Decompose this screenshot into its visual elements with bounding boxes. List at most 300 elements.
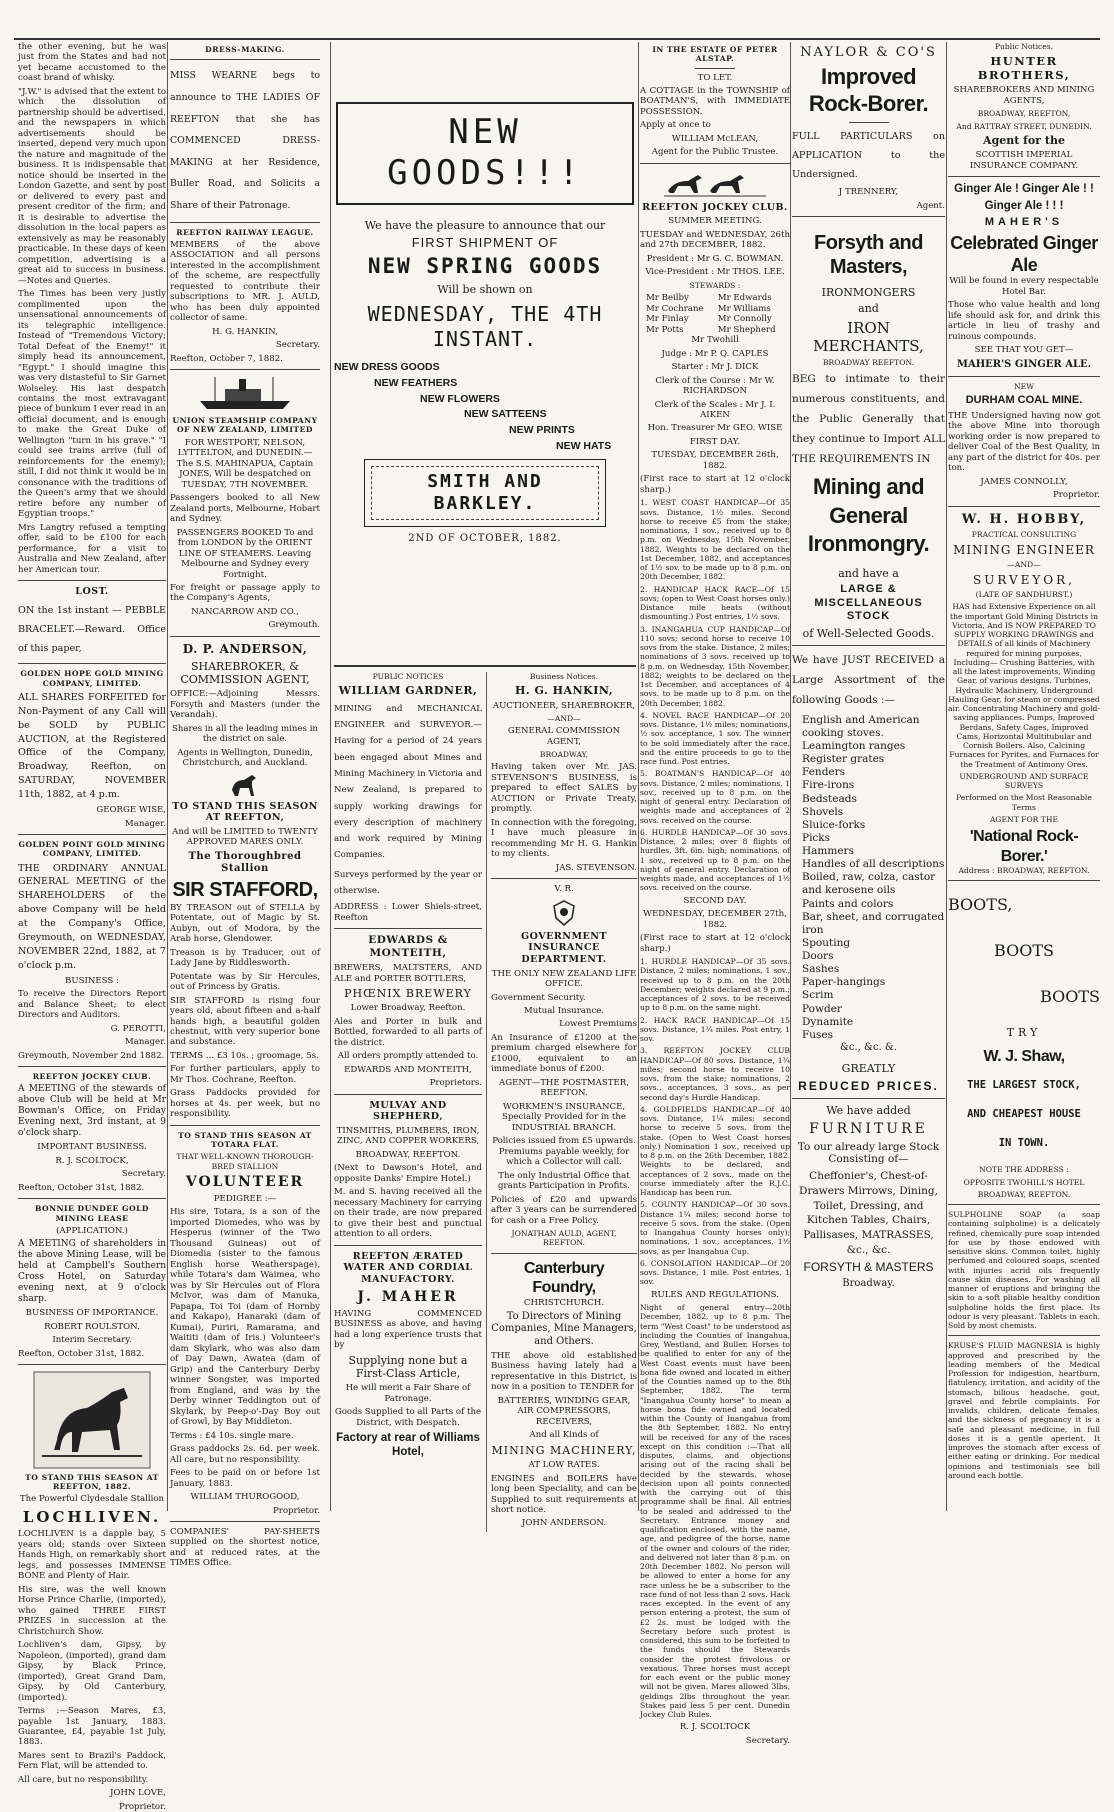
signature: WILLIAM McLEAN,: [671, 133, 759, 144]
ad-text: His sire, was the well known Horse Prince Charlie, (imported), who gained THREE FIRST PRIZES in succession at the Christchurch Show.: [18, 1584, 166, 1637]
ad-text: UNDERGROUND AND SURFACE SURVEYS: [959, 771, 1089, 791]
ad-title: Improved Rock-Borer.: [808, 63, 929, 116]
signature-title: Agent for the Public Trustee.: [651, 147, 779, 158]
ad-heading: Canterbury Foundry,: [523, 1259, 605, 1297]
list-item: Bedsteads: [802, 792, 857, 805]
ad-text: ADDRESS : Lower Shiels-street, Reefton: [334, 902, 482, 923]
ad-text: V. R.: [554, 884, 574, 895]
section-heading: Business Notices.: [529, 671, 599, 681]
ad-text: Performed on the Most Reasonable Terms: [956, 793, 1092, 812]
list-item: English and American cooking stoves.: [802, 713, 920, 739]
ad-title: W. J. Shaw,: [983, 1048, 1065, 1066]
divider: [695, 68, 735, 69]
race-entry: 1. HURDLE HANDICAP—Of 35 sovs. Distance, 2 miles; nominations, 1 sov., received up to 8 p.m. on the 20th December; weights declared at 9 p.m.; acceptances of 2 sovs. to be received up to 8 p.m. on the same night.: [640, 957, 790, 1013]
list-item: Sashes: [802, 963, 840, 976]
race-entry: 2. HACK RACE HANDICAP—Of 15 sovs. Distance, 1¼ miles. Post entry, 1 sov.: [640, 1015, 790, 1044]
ad-text: All care, but no responsibility.: [18, 1774, 149, 1785]
list-item: Bar, sheet, and corrugated iron: [802, 910, 945, 936]
boots-line: BOOTS: [994, 940, 1054, 960]
ad-subheading: TO LET.: [697, 72, 733, 83]
list-item: Fenders: [802, 766, 846, 779]
ad-text: We have JUST RECEIVED a Large Assortment of the following Goods :—: [792, 653, 945, 706]
divider: [849, 122, 889, 123]
divider: [170, 369, 320, 370]
ad-text: Hon. Treasurer Mr GEO. WISE: [647, 423, 783, 434]
ad-text: FULL PARTICULARS on APPLICATION to the Undersigned.: [792, 130, 945, 180]
ad-heading: TO STAND THIS SEASON AT REEFTON, 1882.: [25, 1472, 159, 1492]
race-entry: 4. GOLDFIELDS HANDICAP—Of 40 sovs. Distance, 1¼ miles; second horse to receive 5 sovs. from the stake. (Open to West Coast horses only.) Nomination 1 sov., received up to 8 p.m. on the 26th December, 1882. Weights to be declared, and acceptances of 2 sovs., made on the course immediately after the R.J.C. Handicap has been run.: [640, 1104, 790, 1198]
ad-text: Judge : Mr P. Q. CAPLES: [661, 348, 769, 359]
ad-text: To Directors of Mining Companies, Mine Managers, and Others.: [491, 1311, 637, 1347]
boots-line: BOOTS: [1040, 986, 1100, 1006]
divider: [170, 1125, 320, 1126]
signature: J TRENNERY,: [838, 187, 899, 198]
list-item: Mr Potts: [646, 324, 684, 335]
ad-text: and: [858, 302, 879, 316]
ad-subheading: SUMMER MEETING.: [668, 216, 762, 227]
ad-text: Agents in Wellington, Dunedin, Christchurch, and Auckland.: [177, 747, 313, 769]
wednesday-heading: WEDNESDAY, THE 4TH INSTANT.: [367, 302, 603, 351]
ad-text: ON the 1st instant — PEBBLE BRACELET.—Reward. Office of this paper,: [18, 604, 166, 655]
ad-text: PRACTICAL CONSULTING: [971, 530, 1077, 540]
divider: [948, 1335, 1100, 1336]
ad-text: REDUCED PRICES.: [798, 1078, 939, 1093]
ad-text: To receive the Directors Report and Balance Sheet; to elect Directors and Auditors.: [18, 989, 166, 1021]
top-rule: [14, 38, 1100, 40]
list-item: Leamington ranges: [802, 740, 906, 753]
ad-text: Grass Paddocks provided for horses at 4s. per week, but no responsibility.: [170, 1088, 320, 1120]
stewards-left: [646, 293, 712, 335]
section-heading: PUBLIC NOTICES: [372, 671, 444, 681]
horse-woodcut-icon: [32, 1370, 152, 1470]
column-6: [948, 42, 1100, 1511]
date-line: Reefton, October 31st, 1882.: [18, 1348, 145, 1359]
column-2: [170, 42, 320, 1569]
ad-text: THE ONLY NEW ZEALAND LIFE OFFICE.: [491, 968, 637, 990]
ad-text: Passengers booked to all New Zealand ports, Melbourne, Hobart and Sydney.: [170, 493, 320, 525]
divider: [334, 1245, 482, 1246]
list-item: Mr Shepherd: [717, 324, 776, 335]
race-entry: 4. NOVEL RACE HANDICAP—Of 20 sovs. Distance, 1½ miles; nominations, ½ sov. acceptance, 1 sov. The winner to be sold immediately after the race, and the entire proceeds to go to the race fund. Post entries.: [640, 710, 790, 767]
divider: [18, 834, 166, 835]
ad-heading: TO STAND THIS SEASON AT REEFTON,: [172, 800, 318, 824]
ad-heading: D. P. ANDERSON,: [182, 641, 308, 656]
ad-text: HAVING COMMENCED BUSINESS as above, and having had a long experience trusts that by: [334, 1308, 482, 1351]
racehorses-icon: [660, 169, 770, 199]
ad-text: Agent for the: [983, 133, 1065, 147]
signature-title: Greymouth.: [268, 620, 320, 631]
divider: [792, 645, 945, 646]
ad-heading: REEFTON RAILWAY LEAGUE.: [176, 227, 314, 237]
stallion-name: LOCHLIVEN.: [22, 1507, 162, 1526]
ad-text: SIR STAFFORD is rising four years old, about fifteen and a-half hands high, a beautiful golden chestnut, with very superior bone and substance.: [170, 995, 320, 1048]
rules-text: Night of general entry—20th December, 1882, up to 8 p.m. The term "West Coast" to be understood as including the Counties of Inangahua, Grey, Westland, and Buller. Horses to be qualified to enter for any of the West Coast events must have been bona fide owned and located in either of the Counties named up to the 8th September, 1882. The term "Inangahua County horse" to mean a horse bona fide owned and located within the County of Inangahua from the 8th September, 1882. No entry will be received for any of the races except on this condition :—That all disputes, claims, and objections arising out of the racing shall be decided by the stewards, whose decision upon all points connected with the carrying out of this programme shall be final. All entries to be sealed and addressed to the Secretary. Entrance money and qualification enclosed, with the name, age, and pedigree of the horse, name of the owner and colours of the rider, and delivered not later than 8 p.m. on 20th December 1882. No person will be allowed to enter a horse for any race unless he be a subscriber to the race fund of not less than 2 sovs. Hack races excepted. In the event of any person entering a protest, the sum of £2 2s. must be lodged with the Secretary before such protest is considered, this sum to be forfeited to the funds should the Stewards consider the protest frivolous or vexatious. Three horses must accept for each event or the public money will not be given. Mares allowed 3lbs, geldings 2lbs throughout the year. Stakes paid less 5 per cent. Dunedin Jockey Club Rules.: [640, 1303, 790, 1720]
list-item: Mr Beilby: [646, 293, 689, 304]
ad-heading: DURHAM COAL MINE.: [965, 394, 1083, 407]
divider: [334, 665, 636, 667]
stewards-right: [718, 293, 784, 335]
ad-text: To our already large Stock Consisting of—: [797, 1140, 940, 1166]
ad-text: He will merit a Fair Share of Patronage.: [345, 1383, 471, 1404]
divider: [170, 1521, 320, 1522]
ad-text: Policies issued from £5 upwards. Premiums payable weekly, for which a Collector will call.: [492, 1136, 636, 1168]
signature: NANCARROW AND CO.,: [191, 606, 299, 617]
ad-text: Terms :—Season Mares, £3, payable 1st January, 1883. Guarantee, £4, payable 1st July, 1883.: [18, 1706, 166, 1748]
divider: [948, 880, 1100, 881]
divider: [948, 376, 1100, 377]
race-entry: 3. REEFTON JOCKEY CLUB HANDICAP—Of 80 sovs. Distance, 1¾ miles; second horse to receive 10 sovs. from the stake; nominations, 2 sovs., acceptances, 3 sovs., as per second day's Hurdle Handicap.: [640, 1046, 790, 1102]
ad-title: Forsyth and Masters,: [814, 232, 923, 279]
ad-text: BROADWAY,: [539, 750, 589, 760]
ad-title: 'National Rock-Borer.': [969, 828, 1079, 865]
section-heading: FIRST DAY.: [689, 436, 741, 447]
signature: GEORGE WISE,: [96, 805, 166, 816]
section-heading: SECOND DAY.: [683, 895, 747, 906]
article-text: "J.W." is advised that the extent to which the dissolution of partnership should be advertised, and the newspapers in which advertisements should be inserted, depend very much upon the nature and magnitude of the business. It is indispensable that notice should be inserted in the London Gazette, and sent by post or delivered to every past and present creditor of the firm; and it is desirable to advertise the dissolution in the local papers as extensively as may be reasonably practicable. In these days of keen competition, advertising is a great aid to success in business. —Notes and Queries.: [18, 86, 166, 286]
ad-text: —AND—: [547, 714, 581, 724]
ad-text: AND CHEAPEST HOUSE: [967, 1107, 1081, 1120]
list-item: NEW FLOWERS: [420, 392, 500, 405]
ad-text: An Insurance of £1200 at the premium charged elsewhere for £1000, equivalent to an immediate bonus of £200.: [491, 1032, 637, 1075]
ad-text: GREATLY: [841, 1062, 896, 1076]
divider: [792, 216, 945, 217]
signature: JOHN LOVE,: [109, 1788, 166, 1799]
ad-text: AT LOW RATES.: [528, 1460, 600, 1471]
sub-column-left: [334, 672, 482, 1462]
divider: [948, 1204, 1100, 1205]
ad-text: THE LARGEST STOCK,: [967, 1078, 1081, 1091]
list-item: Scrim: [802, 989, 834, 1002]
ad-text: BROADWAY REEFTON.: [822, 358, 915, 368]
date-line: WEDNESDAY, DECEMBER 27th, 1882.: [643, 909, 787, 930]
goods-list: [792, 714, 945, 1042]
ad-text: MINING MACHINERY,: [491, 1443, 637, 1457]
signature: R. J. SCOLTOCK,: [55, 1155, 129, 1166]
column-1: [18, 42, 166, 1812]
ad-heading: GOVERNMENT INSURANCE DEPARTMENT.: [521, 930, 607, 965]
ad-text: PASSENGERS BOOKED To and from LONDON by the ORIENT LINE OF STEAMERS. Leaving Melbourne and Sydney every Fortnight.: [176, 527, 314, 580]
ad-text: Ales and Porter in bulk and Bottled, forwarded to all parts of the district.: [334, 1016, 482, 1048]
ad-text: MAHER'S: [984, 216, 1064, 229]
list-item: Sluice-forks: [802, 818, 866, 831]
list-item: Handles of all descriptions: [802, 858, 945, 871]
smith-barkley-box: [364, 459, 606, 527]
article-text: The Times has been very justly complimented upon the unsensational announcements of its telegraphic intelligence. Instead of "Tremendous Victory; Total Defeat of the Enemy!" it simply head its announcement, "Egypt." I should imagine this was very distasteful to Sir Garnet Wolseley. His last despatch contains the most extravagant piece of bunkum I ever read in an official document, and is enough to make the Great Duke of Wellington "turn in his grave." "I could see trains arrive (full of reinforcements for the enemy); still, I did not think it would be in consonance with the traditions of the Queen's army that we should retire before any number of Egyptian troops.": [18, 289, 166, 520]
new-goods-banner: [336, 102, 634, 205]
divider: [18, 663, 166, 664]
list-item: Mr Williams: [717, 303, 771, 314]
ad-text: FOR WESTPORT, NELSON, LYTTELTON, and DUNEDIN.— The S.S. MAHINAPUA, Captain JONES, Will be despatched on TUESDAY, 7TH NOVEMBER.: [176, 437, 314, 490]
ad-text: SHAREBROKERS AND MINING AGENTS,: [953, 85, 1095, 106]
list-item: NEW SATTEENS: [464, 408, 547, 421]
ad-text: and have a: [838, 566, 899, 580]
ad-text: We have added: [826, 1104, 911, 1118]
divider: [170, 636, 320, 637]
list-item: Mr Twohill: [691, 335, 739, 346]
ad-text: WORKMEN'S INSURANCE, Specially Provided for in the INDUSTRIAL BRANCH.: [501, 1101, 626, 1133]
signature-title: Broadway.: [842, 1277, 895, 1289]
ad-text: AUCTIONEER, SHAREBROKER,: [492, 700, 636, 711]
ad-subheading: SHAREBROKER, & COMMISSION AGENT,: [180, 659, 310, 686]
ad-text: Starter : Mr J. DICK: [671, 362, 759, 373]
ad-text: Mares sent to Brazil's Paddock, Fern Flat, will be attended to.: [18, 1750, 166, 1772]
ad-text: Apply at once to: [640, 120, 711, 131]
ad-text: A COTTAGE in the TOWNSHIP of BOATMAN'S, with IMMEDIATE POSSESSION.: [640, 85, 790, 117]
ad-text: SURVEYOR,: [973, 572, 1075, 587]
ad-text: Those who value health and long life should ask for, and drink this article in lieu of trashy and ruinous compounds.: [948, 300, 1100, 342]
ad-text: Surveys performed by the year or otherwise.: [334, 869, 482, 897]
race-entry: 3. INANGAHUA CUP HANDICAP—Of 110 sovs; second horse to receive 10 sovs from the stake. Distance, 2 miles; nominations of 3 sovs. received up to 8 p.m. on Wednesday, 15th November, 1882; weights to be declared on the 1st December, and acceptances of 4 sovs. to be made up to 8 p.m. on the 20th December, 1882.: [640, 624, 790, 708]
ad-text: TUESDAY and WEDNESDAY, 26th and 27th DECEMBER, 1882.: [640, 229, 790, 251]
ad-heading: LOST.: [75, 586, 109, 598]
ad-text: For further particulars, apply to Mr Thos. Cochrane, Reefton.: [170, 1064, 320, 1085]
ad-text: Will be shown on: [437, 282, 533, 296]
ad-text: And all Kinds of: [529, 1430, 599, 1441]
ad-heading: EDWARDS & MONTEITH,: [368, 934, 448, 960]
ad-text: THE Undersigned having now got the above Mine into thorough working order is now prepared to deliver Coal of the Best Quality, in any part of the district for 40s. per ton.: [948, 410, 1100, 474]
signature-title: Manager.: [124, 818, 166, 829]
stewards-list: [640, 293, 790, 335]
list-item: Powder: [802, 1002, 842, 1015]
ad-subheading: THAT WELL-KNOWN THOROUGH-BRED STALLION: [176, 1152, 314, 1171]
ad-heading: REEFTON ÆRATED WATER AND CORDIAL MANUFACTORY.: [343, 1250, 473, 1285]
ad-subheading: The Thoroughbred Stallion: [188, 850, 302, 875]
ad-text: BREWERS, MALTSTERS, AND ALE and PORTER BOTTLERS,: [334, 963, 482, 984]
ad-heading: W. H. HOBBY,: [961, 511, 1087, 527]
ad-text: Fees to be paid on or before 1st January, 1883.: [170, 1468, 320, 1489]
ad-text: For freight or passage apply to the Company's Agents,: [170, 583, 320, 604]
signature-title: Secretary.: [121, 1169, 166, 1180]
ad-subheading: The Powerful Clydesdale Stallion: [19, 1494, 165, 1505]
ad-text: HAS had Extensive Experience on all the important Gold Mining Districts in Victoria, And IS NOW PREPARED TO SUPPLY WORKING DRAWINGS and DETAILS of all kinds of Machinery required for mining purposes, Including— Crushing Batteries, with all the latest improvements, Winding Gear, of various designs. Turbines, Hydraulic Machinery, Underground Hauling Gear, for steam or compressed air. Concentrating Machinery and gold-saving appliances. Pumps, Improved Berdans, Safety Cages, Improved Cams, Horizontal Multitubular and Cornish Boilers. Also, Calcining Furnaces for Pyrites, and Furnaces for the Treatment of Antimony Ores.: [948, 602, 1100, 769]
ad-text: And will be LIMITED to TWENTY APPROVED MARES ONLY.: [172, 826, 318, 848]
list-item: Mr Edwards: [717, 293, 772, 304]
ad-text: Will be found in every respectable Hotel Bar.: [949, 276, 1099, 297]
ad-text: IRON MERCHANTS,: [813, 318, 924, 355]
ad-text: A MEETING of shareholders in the above Mining Lease, will be held at Campbell's Southern Cross Hotel, on Saturday evening next, at 9 o'clock sharp.: [18, 1239, 166, 1305]
ad-text: We have the pleasure to announce that our: [364, 218, 606, 232]
signature-title: Interim Secretary.: [52, 1335, 132, 1346]
list-item: Spouting: [802, 936, 851, 949]
column-rule: [330, 42, 331, 1511]
ad-text: (Next to Dawson's Hotel, and opposite Danks' Empire Hotel.): [334, 1163, 482, 1184]
ad-text: TERMS ... £3 10s. ; groomage, 5s.: [170, 1050, 319, 1061]
steamship-icon: [195, 375, 295, 413]
signature: G. PEROTTI,: [110, 1023, 166, 1034]
signature-title: Proprietor.: [118, 1801, 166, 1812]
ad-text: THE above old established Business having lately had a representative in this District, is now in a position to TENDER for: [491, 1350, 637, 1393]
list-item: Mr Connolly: [717, 314, 772, 325]
ad-title: Mining and General Ironmongry.: [807, 474, 930, 557]
ad-text: OFFICE:—Adjoining Messrs. Forsyth and Masters (under the Verandah).: [170, 689, 320, 721]
ad-heading: GOLDEN POINT GOLD MINING COMPANY, LIMITED.: [18, 840, 166, 859]
ad-text: SEE THAT YOU GET—: [974, 345, 1074, 356]
crest-icon: [544, 898, 584, 928]
ad-text: His sire, Totara, is a son of the imported Diomedes, who was by Hesperus (winner of the Two Thousand Guineas) out of Diomedia (sister to the famous English horse Weatherspage), while Totara's dam Waimea, who was by Sir Hercules out of Flora McIvor, was dam of Manuka, Papapa, Toi Toi (dam of Hornby and Kakapo), Hanaraki (dam of Kumai), Puriri, Ramarama, and Waititi (dam of Iris.) Volunteer's dam Skylark, who was also dam of Day Dawn, Awatea (dam of Grip) and the Canterbury Derby winner Songster, was imported from England, and was by the Derby winner Teddington out of Skylark, by Peep-o'-Day Boy out of Growl, by Bay Middleton.: [170, 1207, 320, 1428]
ad-text: President : Mr G. C. BOWMAN.: [646, 253, 784, 264]
article-text: Mrs Langtry refused a tempting offer, said to be £100 for each performance, for a visit to Australia and New Zealand, after her American tour.: [18, 522, 166, 575]
list-item: Fuses: [802, 1028, 834, 1041]
list-item: Hammers: [802, 845, 854, 858]
ad-text: of Well-Selected Goods.: [802, 626, 935, 640]
ad-text: CHRISTCHURCH.: [523, 1297, 605, 1308]
label: IMPORTANT BUSINESS.: [37, 1142, 147, 1153]
ad-heading: TO STAND THIS SEASON AT TOTARA FLAT.: [178, 1130, 312, 1150]
ad-text: ENGINES and BOILERS have long been Speciality, and can be Supplied to suit requirements at short notice.: [491, 1473, 637, 1515]
ad-text: TRY: [1006, 1026, 1042, 1040]
sub-column-right: [486, 672, 637, 1532]
column-rule: [946, 42, 947, 1511]
ad-text: BROADWAY, REEFTON.: [977, 1189, 1071, 1199]
signature: JONATHAN AULD, AGENT, REEFTON.: [511, 1229, 617, 1248]
ad-text: Factory at rear of Williams Hotel,: [336, 1432, 480, 1459]
list-item: Picks: [802, 831, 831, 844]
column-rule: [790, 42, 791, 1511]
ad-heading: REEFTON JOCKEY CLUB.: [32, 1072, 152, 1082]
signature-title: Agent.: [916, 200, 945, 211]
ad-text: FURNITURE: [809, 1120, 928, 1137]
ad-title: Celebrated Ginger Ale: [950, 232, 1098, 275]
divider: [334, 1094, 482, 1095]
divider: [948, 176, 1100, 177]
ad-text: BEG to intimate to their numerous constituents, and the Public Generally that they continue to Import ALL THE REQUIREMENTS IN: [792, 373, 945, 466]
new-goods-title: NEW GOODS!!!: [387, 112, 583, 194]
ad-text: GENERAL COMMISSION AGENT,: [507, 726, 621, 747]
divider: [491, 1253, 637, 1254]
ad-text: BROADWAY, REEFTON,: [977, 109, 1071, 119]
section-heading: RULES AND REGULATIONS.: [651, 1289, 779, 1300]
ad-text: MISS WEARNE begs to announce to THE LADIES OF REEFTON that she has COMMENCED DRESS-MAKING at her Residence, Buller Road, and Solicits a Share of their Patronage.: [170, 70, 320, 211]
column-4: [640, 42, 790, 1746]
signature: FORSYTH & MASTERS: [803, 1260, 934, 1275]
ad-heading: MULVAY AND SHEPHERD,: [369, 1099, 447, 1123]
ad-text: M. and S. having received all the necessary Machinery for carrying on their trade, are now prepared to give their best and punctual attention to all orders.: [334, 1187, 482, 1240]
list-item: NEW HATS: [556, 439, 612, 452]
list-item: Paper-hangings: [802, 976, 886, 989]
ad-text: —AND—: [1007, 560, 1041, 570]
list-item: Paints and colors: [802, 897, 894, 910]
ad-text: Clerk of the Course : Mr W. RICHARDSON: [655, 375, 775, 397]
ad-text: All orders promptly attended to.: [337, 1051, 479, 1062]
race-entry: 6. HURDLE HANDICAP—Of 30 sovs. Distance, 2 miles; over 8 flights of hurdles, 3ft. 6in. high; nominations, of 1 sov., received up to 8 p.m. on the night of general entry. Declaration of weights made, and acceptances of 1½ sovs. received on the course.: [640, 827, 790, 893]
ad-text: BATTERIES, WINDING GEAR, AIR COMPRESSORS, RECEIVERS,: [497, 1395, 631, 1427]
signature-title: Secretary.: [745, 1735, 790, 1746]
ad-text: AGENT—THE POSTMASTER, REEFTON.: [499, 1077, 629, 1099]
ad-text: Ginger Ale ! ! !: [984, 200, 1064, 213]
list-item: Dynamite: [802, 1015, 854, 1028]
list-item: NEW DRESS GOODS: [334, 361, 440, 373]
section-heading: Public Notices.: [994, 42, 1054, 51]
ad-text: Lower Broadway, Reefton.: [350, 1003, 466, 1014]
column-3: [334, 42, 637, 1529]
ad-text: IN TOWN.: [998, 1136, 1050, 1149]
ad-text: Government Security.: [491, 992, 586, 1003]
ad-text: SULPHOLINE SOAP (a soap containing sulpholine) is a delicately refined, chemically pure soap intended for use by those endowed with sensitive skins. Common toilet, highly perfumed and coloured soaps, scented with injuries acrid oils frequently cause skin diseases. For washing all manner of eruptions and bringing the skin to a soft pliable healthy condition sulpholine holds the first place. Its odour is very pleasant. Tablets in each. Sold by most chemists.: [948, 1210, 1100, 1331]
ad-heading: BONNIE DUNDEE GOLD MINING LEASE: [34, 1204, 150, 1223]
ad-heading: H. G. HANKIN,: [514, 684, 614, 698]
ad-text: FIRST SHIPMENT OF: [411, 235, 559, 251]
race-entry: 5. BOATMAN'S HANDICAP—Of 40 sovs. Distance, 2 miles; nominations, 1 sov., received up to 8 p.m. on the night of general entry. Declaration of weights made and acceptances of 2 sovs. received on the course.: [640, 769, 790, 825]
divider: [491, 878, 637, 879]
ad-text: TINSMITHS, PLUMBERS, IRON, ZINC, AND COPPER WORKERS,: [336, 1125, 480, 1147]
date-line: Reefton, October 31st, 1882.: [18, 1182, 145, 1193]
ad-text: LARGE & MISCELLANEOUS STOCK: [814, 583, 923, 623]
ad-text: The only Industrial Office that grants Participation in Profits.: [498, 1170, 630, 1192]
ad-text: Vice-President : Mr THOS. LEE.: [645, 267, 785, 278]
signature-title: Proprietors.: [429, 1078, 482, 1089]
signature-title: Proprietor.: [1052, 490, 1100, 501]
ad-text: Address : BROADWAY, REEFTON.: [958, 866, 1090, 876]
brewery-name: PHŒNIX BREWERY: [344, 987, 472, 1000]
list-item: Fire-irons: [802, 779, 855, 792]
ad-name: J. MAHER: [357, 1288, 459, 1305]
ad-text: KRUSE'S FLUID MAGNESIA is highly approved and prescribed by the leading members of the Medical Profession for indigestion, heartburn, flatulency, irritation, and acidity of the stomach, bilious headache, gout, gravel and febrile complaints. For invalids, children, delicate females, and the sickness of pregnancy it is a safe and pleasant medicine, in full doses it is a gentle aperient. It improves the stomach after excess of either eating or drinking. For medical opinions and testimonials see bill around each bottle.: [948, 1341, 1100, 1480]
ad-text: Terms : £4 10s. single mare.: [170, 1430, 294, 1441]
ad-text: And RATTRAY STREET, DUNEDIN.: [956, 121, 1092, 131]
boots-line: BOOTS,: [948, 895, 1013, 915]
ad-text: Grass paddocks 2s. 6d. per week. All care, but no responsibility.: [170, 1444, 320, 1465]
divider: [18, 1198, 166, 1199]
ad-text: MINING ENGINEER: [953, 542, 1095, 557]
ad-heading: NAYLOR & CO'S: [800, 45, 937, 60]
divider: [18, 1066, 166, 1067]
ad-heading: REEFTON JOCKEY CLUB.: [642, 201, 788, 213]
ad-text: ALL SHARES FORFEITED for Non-Payment of any Call will be SOLD by PUBLIC AUCTION, at the Registered Office of the Company, Broadway, Reefton, on SATURDAY, NOVEMBER 11th, 1882, at 4 p.m.: [18, 691, 166, 801]
divider: [334, 928, 482, 929]
signature-title: Proprietor.: [272, 1505, 320, 1516]
ad-text: (First race to start at 12 o'clock sharp.): [640, 474, 790, 495]
ad-text: Lowest Premiums: [559, 1019, 637, 1030]
ad-text: Lochliven's dam, Gipsy, by Napoleon, (imported), grand dam Gipsy, by Black Prince, (imported), Great Grand Dam, Gipsy, by Old Canterbury, (imported).: [18, 1640, 166, 1703]
list-item: Boiled, raw, colza, castor and kerosene oils: [802, 871, 936, 897]
ad-text: LOCHLIVEN is a dapple bay, 5 years old; stands over Sixteen Hands High, on remarkably short legs, and possesses IMMENSE BONE and Plenty of Hair.: [18, 1529, 166, 1582]
ad-text: Supplying none but a First-Class Article,: [348, 1353, 468, 1380]
signature: ROBERT ROULSTON.: [44, 1321, 140, 1332]
signature-title: Manager.: [124, 1037, 166, 1048]
list-item: NEW FEATHERS: [374, 376, 458, 389]
ad-heading: UNION STEAMSHIP COMPANY OF NEW ZEALAND, LIMITED: [172, 416, 318, 435]
ad-heading: HUNTER BROTHERS,: [977, 54, 1071, 83]
spring-goods-heading: NEW SPRING GOODS: [367, 254, 603, 279]
signature: H. G. HANKIN,: [212, 326, 278, 337]
ad-text: Clerk of the Scales : Mr J. I. AIKEN: [654, 399, 776, 420]
ad-heading: WILLIAM GARDNER,: [338, 684, 478, 698]
smith-barkley-name: SMITH AND BARKLEY.: [371, 466, 599, 520]
ad-text: AGENT FOR THE: [989, 814, 1059, 824]
ad-text: &c., &c. &.: [840, 1041, 897, 1053]
ad-text: BY TREASON out of STELLA by Potentate, out of Magic by St. Aubyn, out of Modora, by the Arab horse, Glendower.: [170, 902, 320, 945]
date-line: TUESDAY, DECEMBER 26th, 1882.: [651, 450, 779, 471]
ad-subheading: (APPLICATION.): [56, 1225, 128, 1236]
date-line: Reefton, October 7, 1882.: [170, 353, 283, 364]
divider: [18, 1364, 166, 1365]
ad-text: Cheffonier's, Chest-of-Drawers Mirrows, Dining, Toilet, Dressing, and Kitchen Tables, Chairs, Pallisases, MATRASSES, &c., &c.: [799, 1170, 938, 1256]
ad-text: MEMBERS of the above ASSOCIATION and all persons interested in the accomplishment of the scheme, are respectfully requested to contribute their subscriptions to MR. J. AULD, who has been duly appointed collector of same.: [170, 239, 320, 324]
race-entry: 2. HANDICAP HACK RACE—Of 15 sovs; (open to West Coast horses only.) Distance mile heats (without dismounting.) Post entries, 1½ sovs.: [640, 584, 790, 622]
signature: WILLIAM THUROGOOD,: [190, 1492, 300, 1503]
ad-text: (LATE OF SANDHURST.): [975, 590, 1073, 600]
divider: [170, 59, 320, 60]
ad-text: SCOTTISH IMPERIAL INSURANCE COMPANY.: [969, 150, 1079, 171]
divider: [948, 506, 1100, 507]
ad-text: In connection with the foregoing, I have much pleasure in recommending Mr H. G. Hankin to my clients.: [491, 817, 637, 860]
ad-text: NEW: [1014, 382, 1034, 392]
list-item: Mr Finlay: [646, 314, 689, 325]
race-entry: 5. COUNTY HANDICAP—Of 30 sovs. Distance 1¼ miles; second horse to receive 5 sovs. from the stake. (Open to Inangahua County horses only); nominations, 1 sov., acceptances, 1½ sovs, as per Inangahua Cup.: [640, 1200, 790, 1256]
divider: [170, 222, 320, 223]
ad-text: Potentate was by Sir Hercules, out of Princess by Gratis.: [170, 971, 320, 993]
divider: [18, 580, 166, 581]
